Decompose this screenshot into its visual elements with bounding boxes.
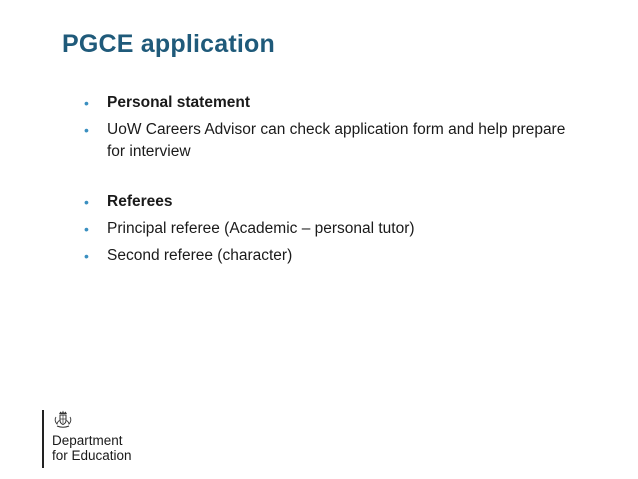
- bullet-marker: •: [84, 248, 89, 264]
- bullet-principal-referee: [84, 218, 574, 240]
- bullet-careers-advisor: [84, 119, 574, 163]
- bullet-marker: •: [84, 95, 89, 111]
- logo-line-education: for Education: [52, 448, 132, 463]
- bullet-marker: •: [84, 221, 89, 237]
- bullet-marker: •: [84, 122, 89, 138]
- bullet-text: Principal referee (Academic – personal tutor): [107, 220, 415, 237]
- bullet-text: Referees: [107, 193, 173, 210]
- bullet-list: [84, 92, 574, 272]
- department-for-education-logo: [42, 408, 152, 473]
- logo-line-department: Department: [52, 433, 123, 448]
- bullet-text: UoW Careers Advisor can check application form and help prepare for interview: [107, 121, 566, 160]
- bullet-second-referee: [84, 245, 574, 267]
- slide-title: PGCE application: [62, 30, 275, 58]
- bullet-text: Second referee (character): [107, 247, 293, 264]
- bullet-referees: [84, 191, 574, 213]
- logo-divider: [42, 410, 44, 468]
- bullet-marker: •: [84, 194, 89, 210]
- bullet-text: Personal statement: [107, 94, 250, 111]
- bullet-personal-statement: [84, 92, 574, 114]
- logo-text: [52, 433, 132, 463]
- royal-crest-icon: [52, 408, 74, 430]
